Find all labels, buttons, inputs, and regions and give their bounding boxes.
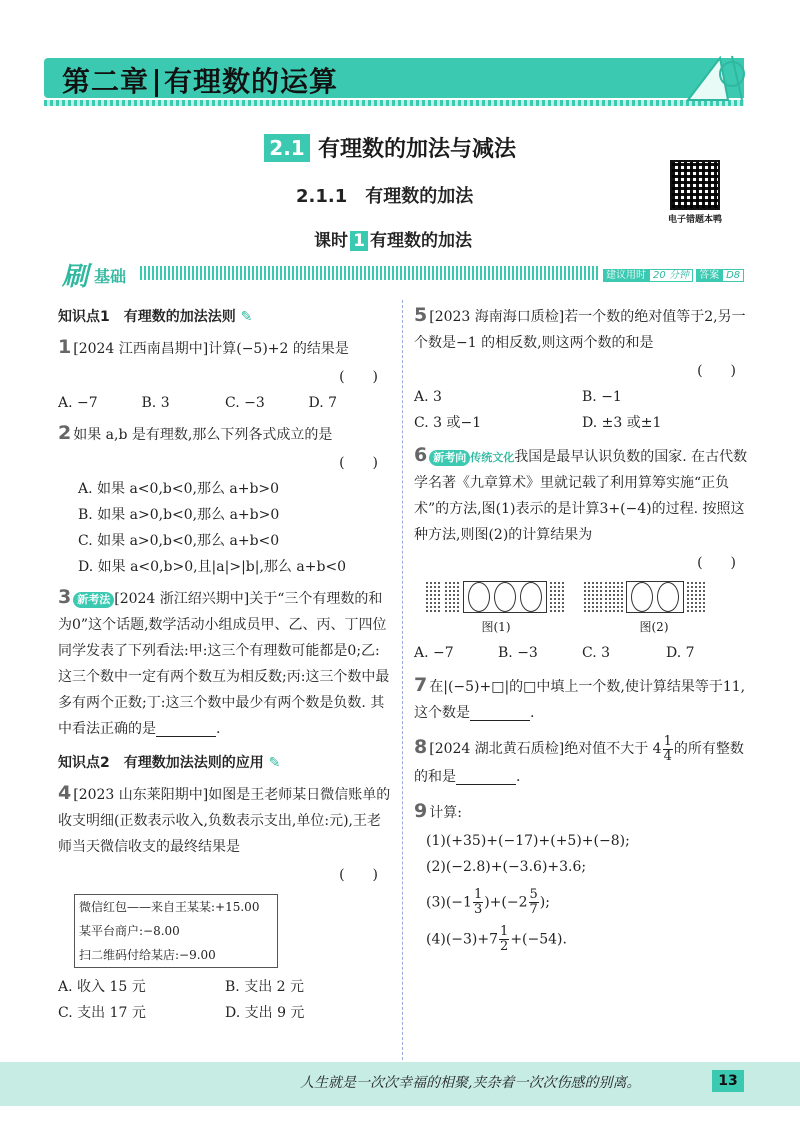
option-a[interactable]: A. 3 [414, 389, 442, 405]
basics-mark: 刷 [62, 262, 89, 292]
chapter-header-stripe [44, 100, 744, 106]
time-value: 20 分钟 [649, 269, 693, 282]
answer-paren[interactable]: ( ) [339, 867, 378, 883]
q6-options [414, 640, 750, 666]
question-number: 7 [414, 674, 428, 696]
calc-item-2: (2)(−2.8)+(−3.6)+3.6; [426, 858, 587, 875]
option-a[interactable]: A. 收入 15 元 [58, 979, 146, 995]
figure-1 [426, 580, 566, 640]
ruler-compass-icon [680, 52, 750, 104]
rod-oval [657, 582, 679, 612]
question-5 [414, 302, 750, 356]
q5-options [414, 384, 750, 436]
question-number: 8 [414, 736, 428, 758]
option-d[interactable]: D. 7 [308, 395, 338, 411]
question-text: [2024 浙江绍兴期中]关于“三个有理数的和为0”这个话题,数学活动小组成员甲、乙、丙、丁四位同学发表了下列看法:甲:这三个有理数可能都是0;乙:这三个数中一定有两个数互为相反数;丙:这三个数中最多有两个正数;丁:这三个数中最少有两个数是负数. 其中看法正确的是 [58, 591, 390, 737]
rod-group [550, 582, 566, 612]
rod-oval [520, 582, 542, 612]
knowledge-point-1: 知识点1 有理数的加法法则 ✎ [58, 309, 253, 325]
qr-label: 电子错题本鸭 [668, 215, 723, 225]
new-method-tag: 新考法 [73, 592, 114, 608]
fraction: $\frac{1}{4}$ [663, 733, 672, 764]
section-badge: 2.1 [264, 134, 310, 162]
rod-oval [468, 582, 490, 612]
column-divider [402, 300, 403, 1060]
answer-blank[interactable] [470, 705, 530, 721]
figure-2 [584, 580, 724, 640]
qr-code[interactable] [670, 160, 720, 210]
fraction: $\frac{1}{3}$ [473, 886, 483, 917]
question-3: 3 新考法 [2024 浙江绍兴期中]关于“三个有理数的和为0”这个话题,数学活动小组成员甲、乙、丙、丁四位同学发表了下列看法:甲:这三个有理数可能都是0;乙:这三个数中一定有两个数互为相反数;丙:这三个数中最多有两个正数;丁:这三个数中最少有两个数是负数. 其中看法正确的是 . [58, 586, 390, 737]
question-number: 6 [414, 444, 428, 466]
question-number: 5 [414, 304, 428, 326]
rod-group [584, 582, 602, 612]
question-text: 在|(−5)+□|的□中填上一个数,使计算结果等于11,这个数是 [414, 679, 746, 721]
question-2 [58, 420, 392, 448]
q2-options [58, 476, 392, 580]
answer-paren[interactable]: ( ) [339, 455, 378, 471]
counting-rod-figures [426, 580, 750, 640]
option-d[interactable]: D. 如果 a<0,b>0,且|a|>|b|,那么 a+b<0 [78, 559, 347, 575]
section-title: 有理数的加法与减法 [318, 137, 517, 162]
option-b[interactable]: B. 如果 a>0,b<0,那么 a+b>0 [78, 507, 280, 523]
rod-group [605, 582, 623, 612]
lesson-number: 1 [350, 231, 368, 251]
question-text: [2024 湖北黄石质检]绝对值不大于 4 [429, 741, 662, 757]
rod-oval [494, 582, 516, 612]
option-c[interactable]: C. 3 [582, 645, 611, 661]
figure-caption: 图(2) [639, 620, 669, 634]
rod-box [626, 581, 684, 613]
new-direction-tag: 新考向 [429, 450, 470, 466]
question-text-cont: 的所有整数的和是 [414, 741, 744, 785]
option-c[interactable]: C. 3 或−1 [414, 415, 482, 431]
rod-group [426, 582, 442, 612]
subsection-title: 2.1.1 有理数的加法 [296, 186, 474, 207]
q9-items [414, 828, 750, 954]
lesson-title [314, 226, 472, 251]
chapter-title: 有理数的运算 [164, 65, 339, 98]
option-c[interactable]: C. −3 [225, 395, 265, 411]
lesson-name: 有理数的加法 [370, 231, 472, 251]
rod-group [445, 582, 461, 612]
calc-item-3: (3)(−1 $\frac{1}{3}$ )+(−2 $\frac{5}{7}$ ); [426, 886, 550, 917]
question-text: [2024 江西南昌期中]计算(−5)+2 的结果是 [73, 341, 349, 357]
question-1 [58, 334, 392, 362]
rod-box [463, 581, 547, 613]
answer-page: D8 [722, 269, 744, 282]
question-text: 如果 a,b 是有理数,那么下列各式成立的是 [73, 427, 333, 443]
answer-paren[interactable]: ( ) [339, 369, 378, 385]
counting-rods-2 [584, 580, 724, 614]
time-answer-box [603, 266, 744, 281]
option-b[interactable]: B. −1 [582, 389, 622, 405]
culture-tag: 传统文化 [470, 451, 515, 464]
answer-blank[interactable] [456, 769, 516, 785]
question-text: 计算: [429, 804, 462, 821]
knowledge-point-2: 知识点2 有理数加法法则的应用 ✎ [58, 755, 281, 771]
q4-options [58, 974, 392, 1026]
lesson-prefix: 课时 [314, 231, 348, 251]
option-b[interactable]: B. −3 [498, 645, 538, 661]
question-number: 4 [58, 782, 72, 804]
calc-item-4: (4)(−3)+7 $\frac{1}{2}$ +(−54). [426, 923, 567, 954]
option-d[interactable]: D. 7 [666, 645, 695, 661]
calc-item-1: (1)(+35)+(−17)+(+5)+(−8); [426, 832, 630, 849]
option-c[interactable]: C. 支出 17 元 [58, 1005, 146, 1021]
option-c[interactable]: C. 如果 a>0,b<0,那么 a+b<0 [78, 533, 280, 549]
footer-quote: 人生就是一次次幸福的相聚,夹杂着一次次伤感的别离。 [300, 1075, 641, 1091]
question-9 [414, 798, 750, 826]
fraction: $\frac{1}{2}$ [500, 923, 509, 954]
pen-icon: ✎ [240, 309, 253, 325]
wechat-bill [74, 894, 278, 968]
answer-blank[interactable] [156, 721, 216, 737]
left-column [58, 298, 392, 1026]
option-a[interactable]: A. −7 [414, 645, 454, 661]
question-text: [2023 海南海口质检]若一个数的绝对值等于2,另一个数是−1 的相反数,则这两个数的和是 [414, 309, 746, 351]
question-7: 7 在|(−5)+□|的□中填上一个数,使计算结果等于11,这个数是 . [414, 674, 746, 721]
option-d[interactable]: D. 支出 9 元 [225, 1005, 305, 1021]
chapter-heading [62, 60, 338, 100]
answer-paren[interactable]: ( ) [697, 555, 736, 571]
question-4 [58, 780, 392, 860]
q1-options [58, 390, 392, 416]
pen-icon: ✎ [268, 755, 281, 771]
question-number: 9 [414, 799, 428, 822]
question-number: 3 [58, 586, 72, 608]
bill-line: 某平台商户:−8.00 [79, 924, 180, 938]
option-b[interactable]: B. 支出 2 元 [225, 979, 304, 995]
option-b[interactable]: B. 3 [141, 395, 170, 411]
chapter-divider [155, 69, 158, 97]
chapter-number: 第二章 [62, 65, 150, 98]
time-label: 建议用时 [603, 269, 649, 282]
rod-group [687, 582, 705, 612]
question-8: 8 [2024 湖北黄石质检]绝对值不大于 4 $\frac{1}{4}$ 的所有整数的和是 . [414, 733, 744, 785]
answer-label: 答案 [696, 269, 722, 282]
answer-paren[interactable]: ( ) [697, 363, 736, 379]
basics-stripe [140, 266, 600, 280]
question-number: 2 [58, 422, 72, 444]
basics-label: 基础 [94, 267, 127, 286]
right-column [414, 302, 750, 962]
bill-line: 扫二维码付给某店:−9.00 [79, 948, 216, 962]
fraction: $\frac{5}{7}$ [529, 886, 538, 917]
bill-line: 微信红包——来自王某某:+15.00 [79, 900, 260, 914]
option-d[interactable]: D. ±3 或±1 [582, 415, 662, 431]
page-number: 13 [712, 1070, 744, 1092]
rod-oval [631, 582, 653, 612]
counting-rods-1 [426, 580, 566, 614]
question-6 [414, 442, 750, 548]
question-text: [2023 山东莱阳期中]如图是王老师某日微信账单的收支明细(正数表示收入,负数表示支出,单位:元),王老师当天微信收支的最终结果是 [58, 787, 391, 855]
question-text: 我国是最早认识负数的国家. 在古代数学名著《九章算术》里就记载了利用算筹实施“正负术”的方法,图(1)表示的是计算3+(−4)的过程. 按照这种方法,则图(2)的计算结果为 [414, 449, 748, 543]
option-a[interactable]: A. 如果 a<0,b<0,那么 a+b>0 [78, 481, 280, 497]
option-a[interactable]: A. −7 [58, 395, 98, 411]
figure-caption: 图(1) [481, 620, 511, 634]
question-number: 1 [58, 336, 72, 358]
